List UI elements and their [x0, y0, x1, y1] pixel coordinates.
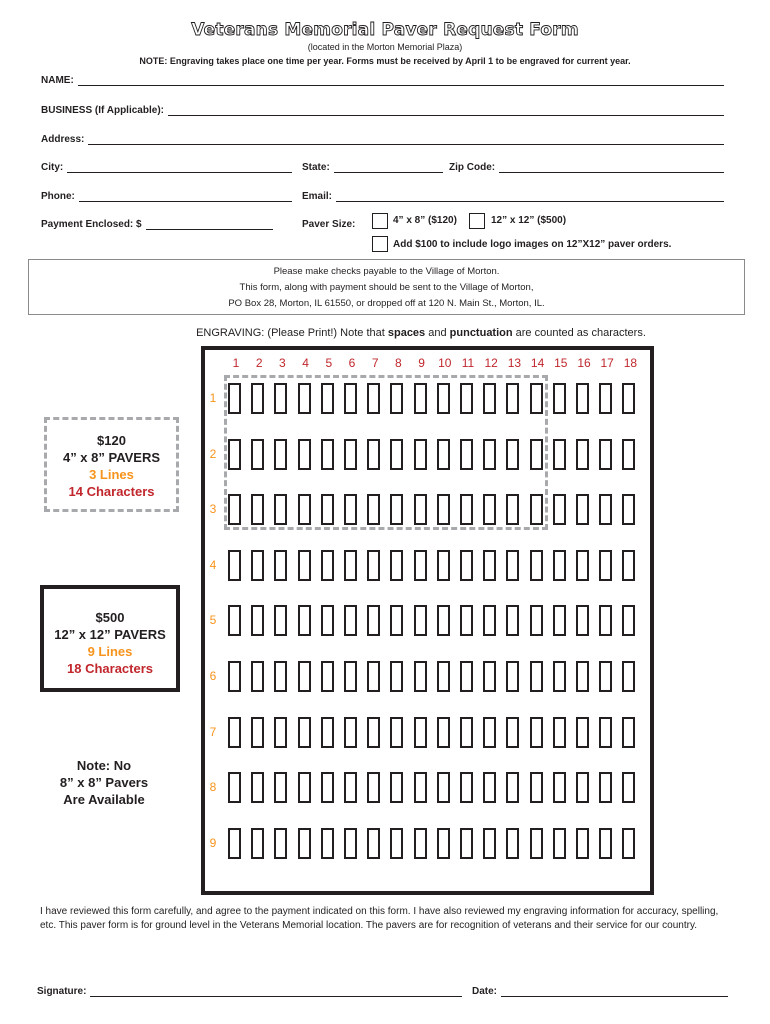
engraving-cell-r8-c15[interactable] [553, 772, 566, 803]
engraving-cell-r2-c9[interactable] [414, 439, 427, 470]
engraving-cell-r2-c13[interactable] [506, 439, 519, 470]
engraving-cell-r9-c8[interactable] [390, 828, 403, 859]
engraving-cell-r6-c3[interactable] [274, 661, 287, 692]
engraving-suffix: are counted as characters. [515, 327, 646, 339]
form-subtitle: (located in the Morton Memorial Plaza) [307, 42, 463, 52]
engraving-cell-r3-c16[interactable] [576, 494, 589, 525]
engraving-cell-r7-c11[interactable] [460, 717, 473, 748]
engraving-cell-r1-c7[interactable] [367, 383, 380, 414]
engraving-cell-r4-c10[interactable] [437, 550, 450, 581]
phone-line[interactable] [79, 192, 292, 202]
email-label: Email: [302, 191, 333, 202]
engraving-cell-r1-c5[interactable] [321, 383, 334, 414]
engraving-cell-r4-c7[interactable] [367, 550, 380, 581]
engraving-cell-r3-c8[interactable] [390, 494, 403, 525]
engraving-cell-r8-c6[interactable] [344, 772, 357, 803]
engraving-cell-r8-c17[interactable] [599, 772, 612, 803]
engraving-cell-r8-c11[interactable] [460, 772, 473, 803]
engraving-cell-r5-c9[interactable] [414, 605, 427, 636]
engraving-cell-r9-c10[interactable] [437, 828, 450, 859]
engraving-cell-r1-c1[interactable] [228, 383, 241, 414]
payment-info-box [28, 259, 745, 315]
engraving-cell-r3-c15[interactable] [553, 494, 566, 525]
small-paver-checkbox[interactable] [372, 213, 388, 229]
engraving-cell-r3-c13[interactable] [506, 494, 519, 525]
engraving-cell-r7-c5[interactable] [321, 717, 334, 748]
email-field[interactable] [302, 191, 724, 202]
name-label: NAME: [41, 75, 74, 86]
signature-line[interactable] [90, 987, 462, 997]
engraving-cell-r2-c3[interactable] [274, 439, 287, 470]
address-label: Address: [41, 134, 85, 145]
column-number-11: 11 [461, 356, 475, 370]
state-field[interactable] [302, 162, 443, 173]
engraving-cell-r4-c2[interactable] [251, 550, 264, 581]
engraving-cell-r9-c12[interactable] [483, 828, 496, 859]
engraving-cell-r8-c1[interactable] [228, 772, 241, 803]
date-field[interactable] [472, 986, 728, 997]
engraving-cell-r8-c4[interactable] [298, 772, 311, 803]
engraving-cell-r4-c6[interactable] [344, 550, 357, 581]
engraving-cell-r1-c10[interactable] [437, 383, 450, 414]
engraving-cell-r3-c4[interactable] [298, 494, 311, 525]
logo-label: Add $100 to include logo images on 12”X12” paver orders. [393, 239, 672, 250]
engraving-cell-r4-c16[interactable] [576, 550, 589, 581]
city-label: City: [41, 162, 64, 173]
engraving-cell-r7-c15[interactable] [553, 717, 566, 748]
name-field[interactable] [41, 75, 724, 86]
row-number-7: 7 [209, 724, 217, 739]
engraving-cell-r6-c18[interactable] [622, 661, 635, 692]
small-paver-label: 4” x 8” ($120) [393, 215, 457, 226]
date-line[interactable] [501, 987, 728, 997]
engraving-cell-r4-c5[interactable] [321, 550, 334, 581]
large-paver-chars: 18 Characters [67, 661, 153, 676]
engraving-cell-r1-c15[interactable] [553, 383, 566, 414]
engraving-punctuation: punctuation [449, 327, 513, 339]
engraving-cell-r4-c1[interactable] [228, 550, 241, 581]
engraving-cell-r8-c2[interactable] [251, 772, 264, 803]
engraving-cell-r5-c13[interactable] [506, 605, 519, 636]
small-paver-area-outline [224, 375, 548, 530]
engraving-cell-r3-c9[interactable] [414, 494, 427, 525]
column-number-18: 18 [623, 356, 638, 370]
engraving-cell-r2-c6[interactable] [344, 439, 357, 470]
engraving-cell-r2-c11[interactable] [460, 439, 473, 470]
large-paver-size: 12” x 12” PAVERS [54, 627, 166, 642]
column-number-6: 6 [348, 356, 356, 370]
info-line-1: Please make checks payable to the Village of Morton. [273, 266, 500, 277]
large-paver-price: $500 [95, 610, 125, 625]
engraving-cell-r1-c4[interactable] [298, 383, 311, 414]
engraving-spaces: spaces [387, 327, 426, 339]
logo-checkbox[interactable] [372, 236, 388, 252]
column-number-17: 17 [600, 356, 614, 370]
row-number-2: 2 [209, 446, 217, 461]
deadline-note: NOTE: Engraving takes place one time per year. Forms must be received by April 1 to be engraved for current year. [139, 56, 631, 66]
engraving-cell-r8-c13[interactable] [506, 772, 519, 803]
engraving-cell-r5-c11[interactable] [460, 605, 473, 636]
column-number-2: 2 [255, 356, 263, 370]
engraving-cell-r6-c8[interactable] [390, 661, 403, 692]
column-number-9: 9 [418, 356, 425, 370]
engraving-cell-r7-c2[interactable] [251, 717, 264, 748]
agreement-text: I have reviewed this form carefully, and agree to the payment indicated on this form. I have also reviewed my engraving information for accuracy, spelling, etc. This paver form is for ground level in the Veterans Memorial location. The pavers are for recognition of veterans and their service for our country. [40, 906, 719, 931]
engraving-and: and [428, 327, 447, 339]
city-field[interactable] [41, 162, 292, 173]
state-line[interactable] [334, 163, 443, 173]
row-number-5: 5 [209, 613, 217, 628]
engraving-cell-r8-c10[interactable] [437, 772, 450, 803]
engraving-cell-r8-c18[interactable] [622, 772, 635, 803]
engraving-cell-r6-c9[interactable] [414, 661, 427, 692]
engraving-cell-r2-c18[interactable] [622, 439, 635, 470]
engraving-cell-r5-c7[interactable] [367, 605, 380, 636]
large-paver-promo [40, 585, 180, 692]
column-number-3: 3 [279, 356, 286, 370]
engraving-cell-r7-c18[interactable] [622, 717, 635, 748]
engraving-cell-r6-c15[interactable] [553, 661, 566, 692]
signature-label: Signature: [37, 986, 87, 997]
engraving-cell-r5-c17[interactable] [599, 605, 612, 636]
engraving-cell-r1-c6[interactable] [344, 383, 357, 414]
engraving-cell-r7-c12[interactable] [483, 717, 496, 748]
engraving-cell-r5-c2[interactable] [251, 605, 264, 636]
engraving-cell-r5-c6[interactable] [344, 605, 357, 636]
engraving-cell-r2-c17[interactable] [599, 439, 612, 470]
engraving-cell-r8-c7[interactable] [367, 772, 380, 803]
engraving-cell-r7-c17[interactable] [599, 717, 612, 748]
engraving-cell-r8-c9[interactable] [414, 772, 427, 803]
engraving-cell-r5-c15[interactable] [553, 605, 566, 636]
engraving-cell-r1-c13[interactable] [506, 383, 519, 414]
no-note-line-3: Are Available [63, 792, 145, 807]
business-line[interactable] [168, 106, 724, 116]
small-paver-chars: 14 Characters [68, 484, 155, 499]
column-number-1: 1 [232, 356, 240, 370]
engraving-cell-r6-c6[interactable] [344, 661, 357, 692]
engraving-cell-r3-c10[interactable] [437, 494, 450, 525]
engraving-cell-r8-c3[interactable] [274, 772, 287, 803]
engraving-cell-r3-c12[interactable] [483, 494, 496, 525]
engraving-cell-r6-c14[interactable] [530, 661, 543, 692]
engraving-cell-r1-c14[interactable] [530, 383, 543, 414]
column-number-8: 8 [395, 356, 402, 370]
column-number-13: 13 [507, 356, 522, 370]
large-paver-checkbox[interactable] [469, 213, 485, 229]
engraving-cell-r2-c1[interactable] [228, 439, 241, 470]
engraving-cell-r9-c7[interactable] [367, 828, 380, 859]
email-line[interactable] [336, 192, 724, 202]
engraving-cell-r9-c3[interactable] [274, 828, 287, 859]
column-number-7: 7 [371, 356, 379, 370]
engraving-cell-r1-c12[interactable] [483, 383, 496, 414]
engraving-cell-r3-c1[interactable] [228, 494, 241, 525]
engraving-cell-r6-c13[interactable] [506, 661, 519, 692]
no-note-line-1: Note: No [76, 758, 132, 773]
engraving-cell-r9-c4[interactable] [298, 828, 311, 859]
engraving-cell-r1-c8[interactable] [390, 383, 403, 414]
engraving-cell-r1-c18[interactable] [622, 383, 635, 414]
engraving-cell-r9-c6[interactable] [344, 828, 357, 859]
engraving-cell-r8-c8[interactable] [390, 772, 403, 803]
engraving-cell-r5-c4[interactable] [298, 605, 311, 636]
engraving-cell-r8-c14[interactable] [530, 772, 543, 803]
info-line-2: This form, along with payment should be sent to the Village of Morton, [239, 282, 534, 293]
engraving-cell-r7-c16[interactable] [576, 717, 589, 748]
engraving-cell-r7-c6[interactable] [344, 717, 357, 748]
address-field[interactable] [41, 134, 724, 145]
engraving-cell-r4-c17[interactable] [599, 550, 612, 581]
engraving-cell-r6-c17[interactable] [599, 661, 612, 692]
engraving-cell-r9-c11[interactable] [460, 828, 473, 859]
engraving-cell-r2-c8[interactable] [390, 439, 403, 470]
engraving-cell-r4-c18[interactable] [622, 550, 635, 581]
engraving-cell-r2-c2[interactable] [251, 439, 264, 470]
business-field[interactable] [41, 105, 724, 116]
engraving-cell-r1-c2[interactable] [251, 383, 264, 414]
engraving-cell-r7-c9[interactable] [414, 717, 427, 748]
engraving-cell-r9-c18[interactable] [622, 828, 635, 859]
engraving-cell-r8-c16[interactable] [576, 772, 589, 803]
no-note-line-2: 8” x 8” Pavers [59, 775, 149, 790]
column-number-4: 4 [302, 356, 309, 370]
form-title: Veterans Memorial Paver Request Form [191, 20, 579, 40]
engraving-cell-r6-c7[interactable] [367, 661, 380, 692]
engraving-cell-r2-c12[interactable] [483, 439, 496, 470]
paver-size-label: Paver Size: [302, 219, 356, 230]
column-number-15: 15 [554, 356, 568, 370]
payment-label: Payment Enclosed: $ [41, 219, 142, 230]
engraving-cell-r7-c13[interactable] [506, 717, 519, 748]
row-number-1: 1 [209, 391, 217, 405]
payment-field[interactable] [41, 219, 273, 230]
engraving-cell-r3-c7[interactable] [367, 494, 380, 525]
engraving-cell-r6-c5[interactable] [321, 661, 334, 692]
engraving-cell-r1-c11[interactable] [460, 383, 473, 414]
column-number-12: 12 [484, 356, 498, 370]
engraving-cell-r3-c14[interactable] [530, 494, 543, 525]
engraving-cell-r4-c15[interactable] [553, 550, 566, 581]
engraving-cell-r6-c10[interactable] [437, 661, 450, 692]
engraving-cell-r4-c12[interactable] [483, 550, 496, 581]
engraving-cell-r1-c9[interactable] [414, 383, 427, 414]
engraving-cell-r6-c2[interactable] [251, 661, 264, 692]
engraving-cell-r5-c3[interactable] [274, 605, 287, 636]
engraving-cell-r3-c6[interactable] [344, 494, 357, 525]
engraving-cell-r5-c8[interactable] [390, 605, 403, 636]
engraving-cell-r3-c3[interactable] [274, 494, 287, 525]
engraving-cell-r5-c10[interactable] [437, 605, 450, 636]
engraving-cell-r2-c14[interactable] [530, 439, 543, 470]
engraving-cell-r1-c17[interactable] [599, 383, 612, 414]
engraving-cell-r1-c3[interactable] [274, 383, 287, 414]
engraving-cell-r2-c15[interactable] [553, 439, 566, 470]
engraving-cell-r3-c18[interactable] [622, 494, 635, 525]
row-number-8: 8 [209, 780, 217, 795]
column-number-14: 14 [530, 356, 545, 370]
engraving-cell-r5-c18[interactable] [622, 605, 635, 636]
engraving-cell-r3-c11[interactable] [460, 494, 473, 525]
phone-label: Phone: [41, 191, 75, 202]
payment-line[interactable] [146, 220, 273, 230]
engraving-cell-r5-c16[interactable] [576, 605, 589, 636]
phone-field[interactable] [41, 191, 292, 202]
column-number-16: 16 [577, 356, 591, 370]
small-paver-price: $120 [97, 433, 126, 448]
date-label: Date: [472, 986, 498, 997]
engraving-cell-r5-c14[interactable] [530, 605, 543, 636]
small-paver-size: 4” x 8” PAVERS [62, 450, 161, 465]
engraving-cell-r2-c16[interactable] [576, 439, 589, 470]
engraving-cell-r2-c7[interactable] [367, 439, 380, 470]
engraving-cell-r7-c8[interactable] [390, 717, 403, 748]
engraving-cell-r5-c12[interactable] [483, 605, 496, 636]
engraving-cell-r3-c5[interactable] [321, 494, 334, 525]
engraving-cell-r9-c16[interactable] [576, 828, 589, 859]
engraving-cell-r1-c16[interactable] [576, 383, 589, 414]
engraving-cell-r3-c17[interactable] [599, 494, 612, 525]
state-label: State: [302, 162, 330, 173]
engraving-cell-r6-c12[interactable] [483, 661, 496, 692]
row-number-3: 3 [209, 502, 217, 517]
engraving-cell-r6-c1[interactable] [228, 661, 241, 692]
engraving-cell-r7-c14[interactable] [530, 717, 543, 748]
name-line[interactable] [78, 76, 724, 86]
row-number-4: 4 [209, 557, 217, 572]
engraving-cell-r9-c2[interactable] [251, 828, 264, 859]
engraving-cell-r4-c14[interactable] [530, 550, 543, 581]
engraving-instructions [0, 327, 770, 339]
engraving-cell-r5-c5[interactable] [321, 605, 334, 636]
row-number-6: 6 [209, 669, 217, 683]
large-paver-lines: 9 Lines [87, 644, 133, 659]
engraving-cell-r9-c14[interactable] [530, 828, 543, 859]
column-number-5: 5 [325, 356, 333, 370]
row-number-9: 9 [209, 835, 217, 850]
engraving-cell-r6-c4[interactable] [298, 661, 311, 692]
engraving-cell-r4-c4[interactable] [298, 550, 311, 581]
engraving-cell-r3-c2[interactable] [251, 494, 264, 525]
engraving-cell-r8-c12[interactable] [483, 772, 496, 803]
small-paver-promo [44, 417, 179, 512]
engraving-cell-r4-c9[interactable] [414, 550, 427, 581]
zip-label: Zip Code: [449, 162, 496, 173]
engraving-cell-r2-c5[interactable] [321, 439, 334, 470]
engraving-cell-r8-c5[interactable] [321, 772, 334, 803]
engraving-cell-r6-c11[interactable] [460, 661, 473, 692]
engraving-cell-r5-c1[interactable] [228, 605, 241, 636]
engraving-cell-r9-c17[interactable] [599, 828, 612, 859]
engraving-cell-r7-c10[interactable] [437, 717, 450, 748]
engraving-cell-r4-c8[interactable] [390, 550, 403, 581]
zip-line[interactable] [499, 163, 724, 173]
no-8x8-note [44, 757, 164, 808]
info-line-3: PO Box 28, Morton, IL 61550, or dropped off at 120 N. Main St., Morton, IL. [228, 298, 545, 309]
engraving-cell-r7-c7[interactable] [367, 717, 380, 748]
engraving-prefix: ENGRAVING: (Please Print!) Note that [196, 327, 385, 339]
engraving-cell-r2-c4[interactable] [298, 439, 311, 470]
column-number-10: 10 [438, 356, 452, 370]
engraving-cell-r9-c9[interactable] [414, 828, 427, 859]
engraving-cell-r4-c13[interactable] [506, 550, 519, 581]
engraving-cell-r7-c1[interactable] [228, 717, 241, 748]
signature-field[interactable] [37, 986, 462, 997]
engraving-cell-r9-c13[interactable] [506, 828, 519, 859]
engraving-cell-r9-c1[interactable] [228, 828, 241, 859]
engraving-cell-r9-c5[interactable] [321, 828, 334, 859]
zip-field[interactable] [449, 162, 724, 173]
address-line[interactable] [88, 135, 724, 145]
engraving-cell-r4-c3[interactable] [274, 550, 287, 581]
engraving-cell-r2-c10[interactable] [437, 439, 450, 470]
business-label: BUSINESS (If Applicable): [41, 105, 164, 116]
engraving-cell-r7-c4[interactable] [298, 717, 311, 748]
city-line[interactable] [67, 163, 292, 173]
engraving-cell-r6-c16[interactable] [576, 661, 589, 692]
small-paver-lines: 3 Lines [89, 467, 134, 482]
engraving-cell-r7-c3[interactable] [274, 717, 287, 748]
engraving-cell-r4-c11[interactable] [460, 550, 473, 581]
engraving-cell-r9-c15[interactable] [553, 828, 566, 859]
large-paver-label: 12” x 12” ($500) [491, 215, 567, 226]
